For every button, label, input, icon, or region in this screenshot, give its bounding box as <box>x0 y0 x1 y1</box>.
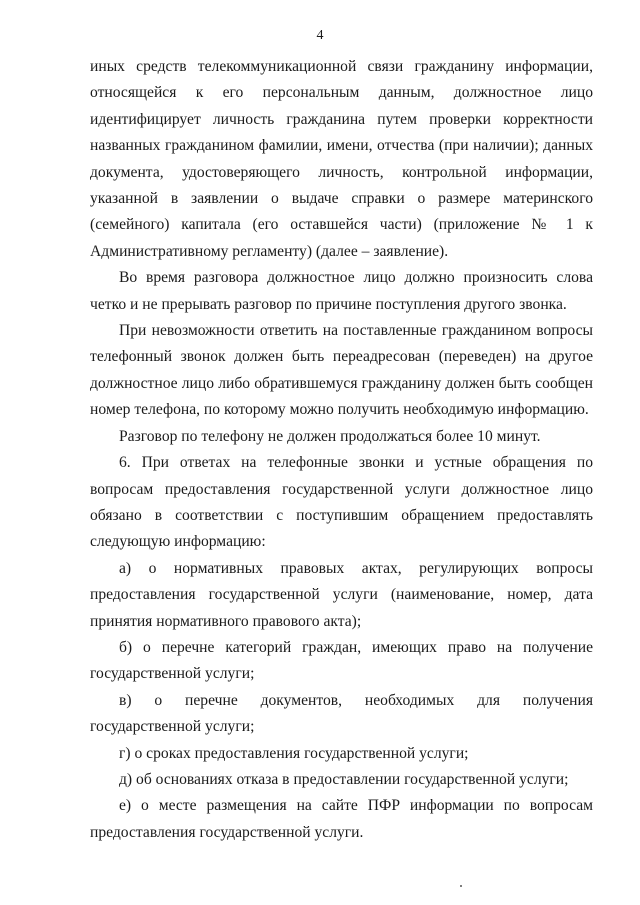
list-item-v: в) о перечне документов, необходимых для получения государственной услуги; <box>90 691 593 736</box>
paragraph-continuation: иных средств телекоммуникационной связи гражданину информации, относящейся к его персональным данным, должностное лицо идентифицирует личность гражданина путем проверки корректности названных гражданином фамилии, имени, отчества (при наличии); данных документа, удостоверяющего личность, контрольной информации, указанной в заявлении о выдаче справки о размере материнского (семейного) капитала (его оставшейся части) (приложение № 1 к Административному регламенту) (далее – заявление). <box>90 58 593 260</box>
list-item-g: г) о сроках предоставления государственной услуги; <box>119 744 469 762</box>
paragraph-call-duration: Разговор по телефону не должен продолжаться более 10 минут. <box>119 427 541 445</box>
list-item-b: б) о перечне категорий граждан, имеющих право на получение государственной услуги; <box>90 638 593 683</box>
paragraph-conversation-rules: Во время разговора должностное лицо должно произносить слова четко и не прерывать разговор по причине поступления другого звонка. <box>90 269 593 313</box>
list-item-d: д) об основаниях отказа в предоставлении государственной услуги; <box>119 770 569 788</box>
list-item-e: е) о месте размещения на сайте ПФР информации по вопросам предоставления государственной услуги. <box>90 797 593 841</box>
scan-speck <box>460 885 462 887</box>
paragraph-call-redirect: При невозможности ответить на поставленные гражданином вопросы телефонный звонок должен быть переадресован (переведен) на другое должностное лицо либо обратившемуся гражданину должен быть сообщен номер телефона, по которому можно получить необходимую информацию. <box>90 322 593 419</box>
document-body <box>90 54 593 846</box>
paragraph-item-6: 6. При ответах на телефонные звонки и устные обращения по вопросам предоставления государственной услуги должностное лицо обязано в соответствии с поступившим обращением предоставлять следующую информацию: <box>90 454 593 551</box>
page-number: 4 <box>316 28 324 43</box>
list-item-a: а) о нормативных правовых актах, регулирующих вопросы предоставления государственной услуги (наименование, номер, дата принятия нормативного правового акта); <box>90 559 593 630</box>
